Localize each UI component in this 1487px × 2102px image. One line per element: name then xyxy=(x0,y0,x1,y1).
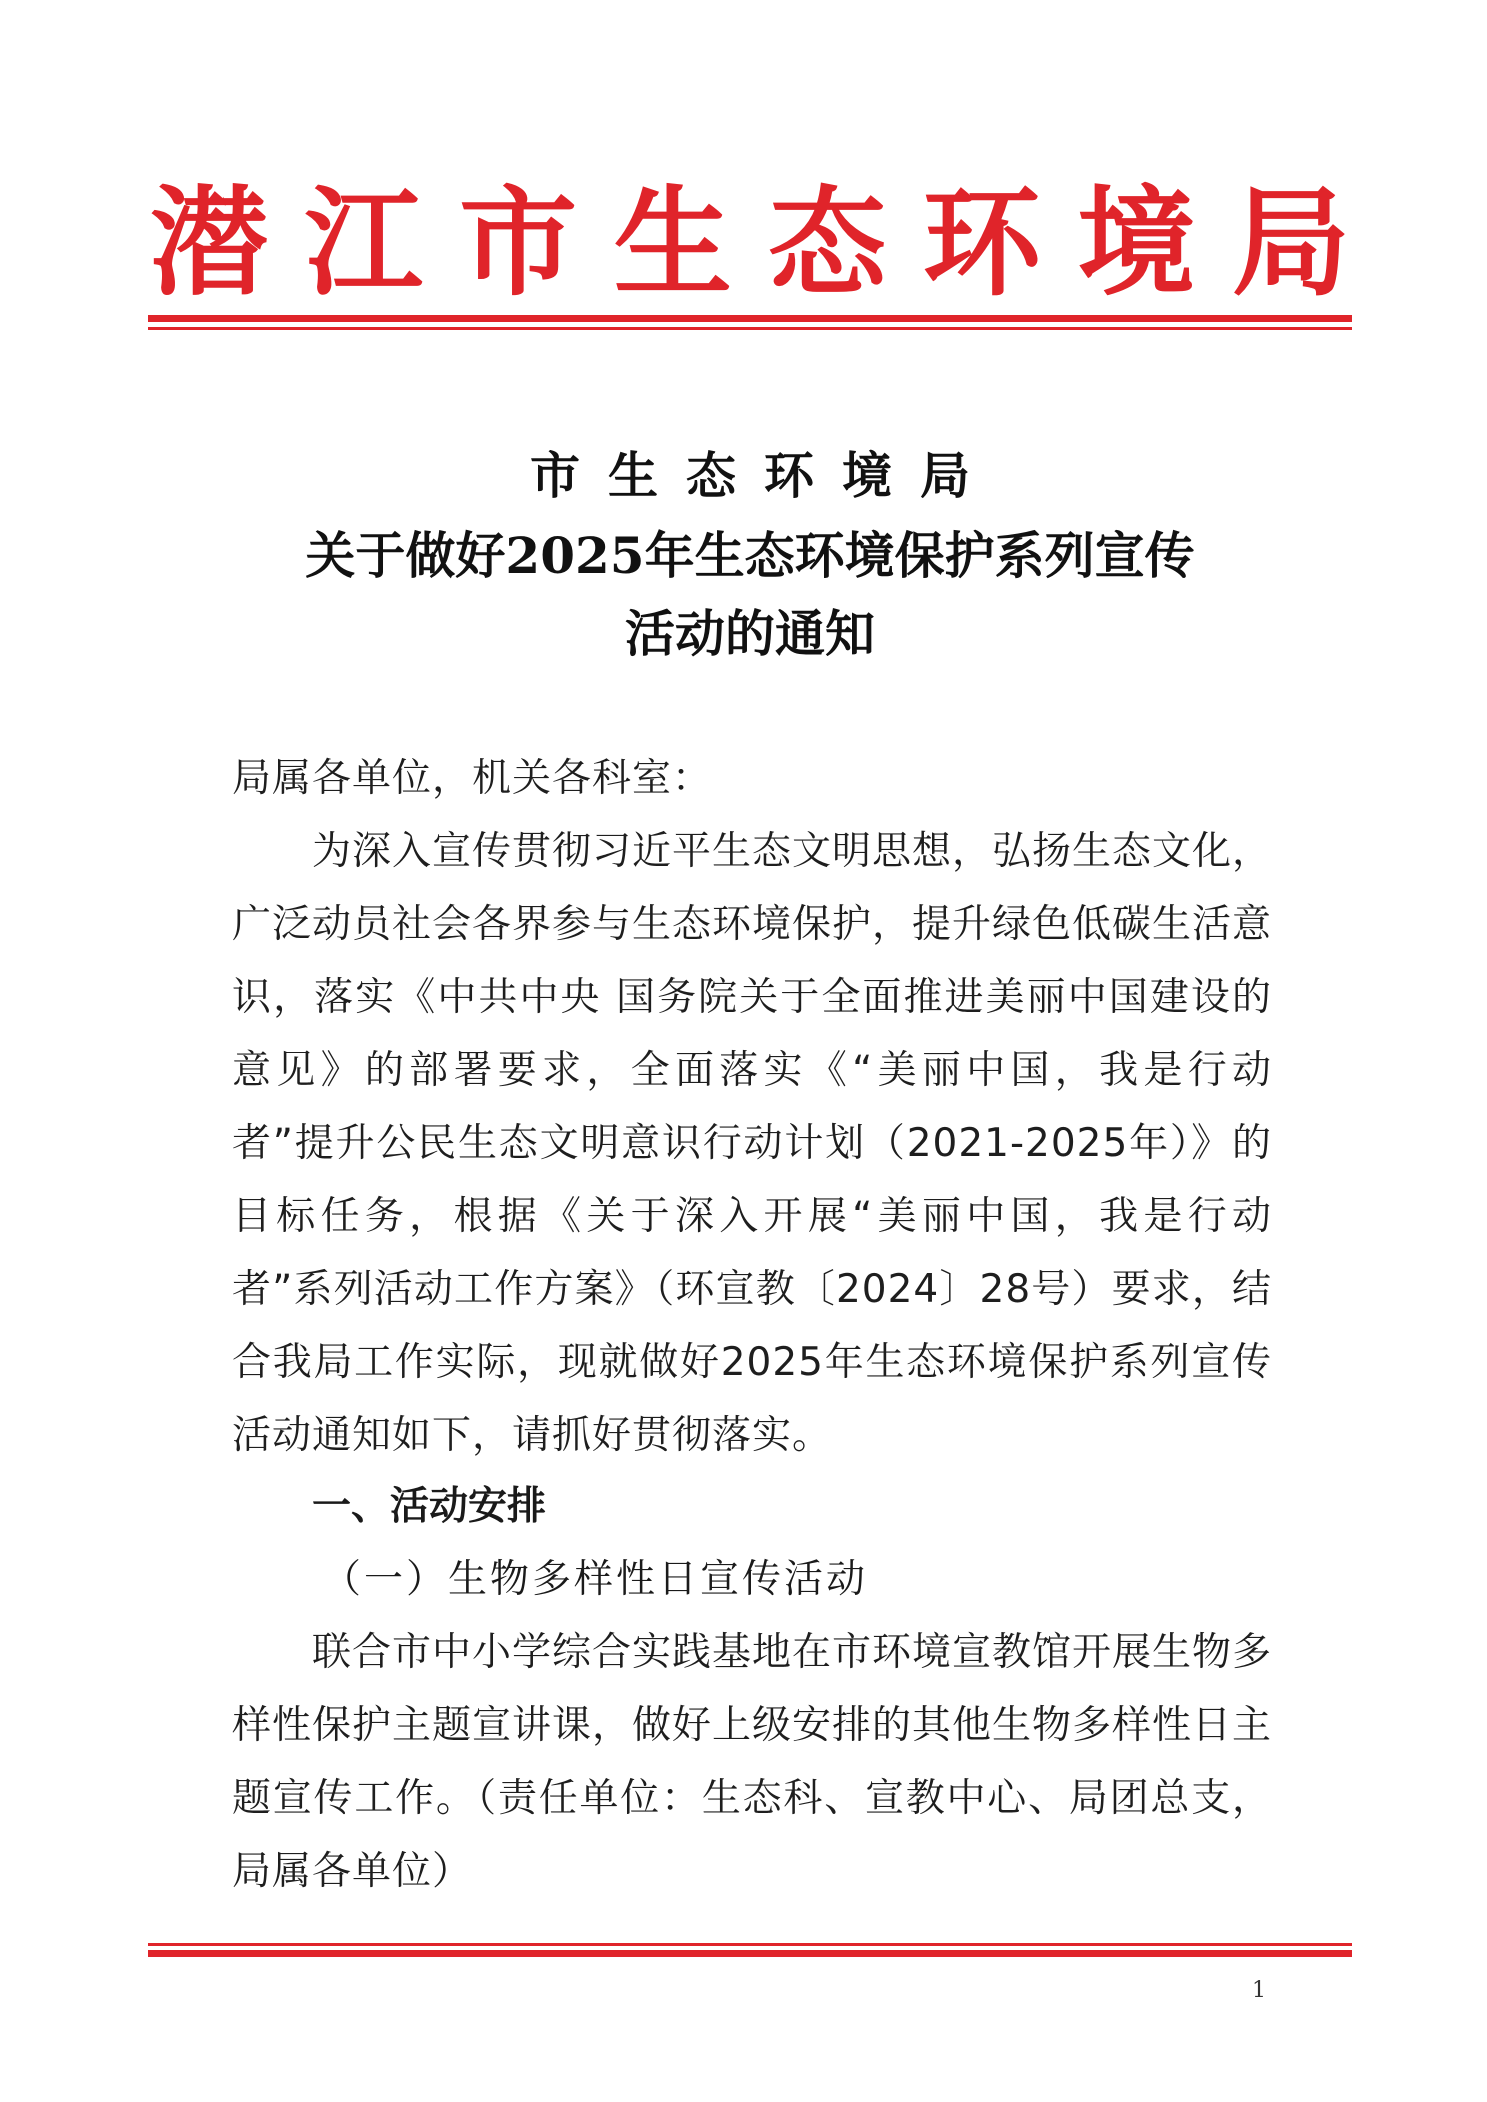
document-title-line3: 活动的通知 xyxy=(625,604,875,663)
footer-red-rule xyxy=(148,1950,1352,1957)
document-title-line2: 关于做好2025年生态环境保护系列宣传 xyxy=(305,526,1195,585)
masthead-char: 态 xyxy=(768,173,887,312)
masthead-char: 环 xyxy=(922,173,1041,312)
body-paragraph-intro: 为深入宣传贯彻习近平生态文明思想，弘扬生态文化，广泛动员社会各界参与生态环境保护，提升绿色低碳生活意识，落实《中共中央 国务院关于全面推进美丽中国建设的意见》的部署要求，全面落实《“美丽中国，我是行动者”提升公民生态文明意识行动计划（2021-2025年）》的目标任务，根据《关于深入开展“美丽中国，我是行动者”系列活动工作方案》（环宣教〔2024〕28号）要求，结合我局工作实际，现就做好2025年生态环境保护系列宣传活动通知如下，请抓好贯彻落实。 xyxy=(232,829,1273,1458)
section-heading: 一、活动安排 xyxy=(312,1484,547,1529)
header-red-rule-thin xyxy=(148,327,1352,330)
header-red-rule xyxy=(148,315,1352,322)
masthead-char: 市 xyxy=(459,173,578,312)
document-title-line1: 市生态环境局 xyxy=(530,446,998,505)
subsection-heading: （一）生物多样性日宣传活动 xyxy=(322,1557,869,1602)
footer-red-rule-thin xyxy=(148,1943,1352,1946)
masthead-char: 潜 xyxy=(150,173,269,312)
masthead-char: 局 xyxy=(1231,173,1350,312)
salutation: 局属各单位，机关各科室： xyxy=(232,756,713,801)
masthead xyxy=(150,173,1350,312)
masthead-char: 生 xyxy=(613,173,732,312)
body-paragraph-biodiversity: 联合市中小学综合实践基地在市环境宣教馆开展生物多样性保护主题宣讲课，做好上级安排的其他生物多样性日主题宣传工作。（责任单位：生态科、宣教中心、局团总支，局属各单位） xyxy=(232,1630,1273,1894)
page-number: 1 xyxy=(1252,1978,1266,2003)
masthead-char: 境 xyxy=(1077,173,1196,312)
masthead-char: 江 xyxy=(304,173,423,312)
